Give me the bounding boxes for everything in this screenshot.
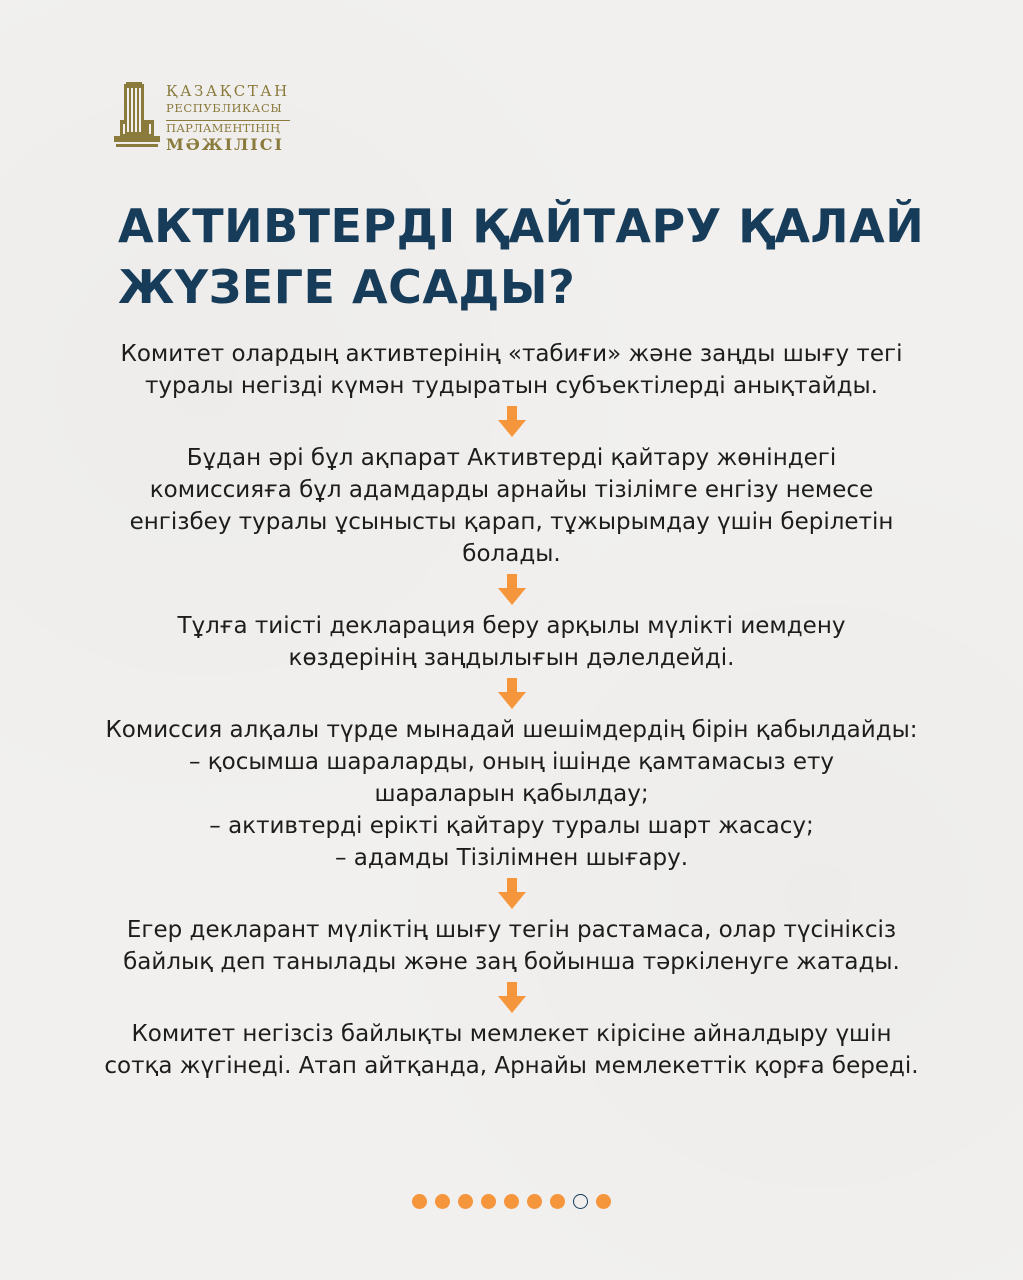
pagination-dot[interactable] <box>550 1194 565 1209</box>
pagination-dots <box>0 1194 1023 1209</box>
step-line: Комиссия алқалы түрде мынадай шешімдердің бірін қабылдайды: <box>105 717 918 743</box>
step-line: сотқа жүгінеді. Атап айтқанда, Арнайы мемлекеттік қорға береді. <box>104 1053 919 1079</box>
arrow-down-icon <box>40 402 983 442</box>
pagination-dot[interactable] <box>458 1194 473 1209</box>
step-text <box>40 442 983 570</box>
pagination-dot[interactable] <box>527 1194 542 1209</box>
process-flow <box>40 338 983 1082</box>
step-line: байлық деп танылады және заң бойынша тәркіленуге жатады. <box>123 949 900 975</box>
parliament-building-icon <box>114 80 160 154</box>
pagination-dot-active[interactable] <box>573 1194 588 1209</box>
step-text <box>40 610 983 674</box>
step-line: шараларын қабылдау; <box>374 781 649 807</box>
step-text <box>40 714 983 874</box>
step-line: Бұдан әрі бұл ақпарат Активтерді қайтару жөніндегі <box>186 445 837 471</box>
arrow-down-icon <box>40 674 983 714</box>
step-line: комиссияға бұл адамдарды арнайы тізілімге енгізу немесе <box>149 477 874 503</box>
step-line: – қосымша шараларды, оның ішінде қамтамасыз ету <box>188 749 835 775</box>
step-line: Комитет негізсіз байлықты мемлекет кірісіне айналдыру үшін <box>131 1021 892 1047</box>
logo-line: ПАРЛАМЕНТІНІҢ <box>166 120 290 135</box>
pagination-dot[interactable] <box>435 1194 450 1209</box>
arrow-down-icon <box>40 570 983 610</box>
step-line: Егер декларант мүліктің шығу тегін растамаса, олар түсініксіз <box>126 917 897 943</box>
logo-line: МӘЖІЛІСІ <box>166 135 284 154</box>
title-line: АКТИВТЕРДІ ҚАЙТАРУ ҚАЛАЙ <box>118 199 925 253</box>
step-line: Тұлға тиісті декларация беру арқылы мүлікті иемдену <box>177 613 846 639</box>
pagination-dot[interactable] <box>504 1194 519 1209</box>
step-text <box>40 338 983 402</box>
logo-text <box>166 80 290 153</box>
pagination-dot[interactable] <box>596 1194 611 1209</box>
logo-line: РЕСПУБЛИКАСЫ <box>166 101 283 115</box>
title-line: ЖҮЗЕГЕ АСАДЫ? <box>118 260 576 314</box>
arrow-down-icon <box>40 874 983 914</box>
step-line: – активтерді ерікті қайтару туралы шарт жасасу; <box>209 813 814 839</box>
step-line: енгізбеу туралы ұсынысты қарап, тұжырымдау үшін берілетін <box>129 509 894 535</box>
mazhilis-logo <box>114 80 290 154</box>
step-text <box>40 914 983 978</box>
page-title <box>118 196 998 318</box>
step-line: туралы негізді күмән тудыратын субъектілерді анықтайды. <box>145 373 878 399</box>
arrow-down-icon <box>40 978 983 1018</box>
step-line: Комитет олардың активтерінің «табиғи» және заңды шығу тегі <box>120 341 903 367</box>
step-line: – адамды Тізілімнен шығару. <box>334 845 689 871</box>
step-line: көздерінің заңдылығын дәлелдейді. <box>288 645 735 671</box>
logo-line: ҚАЗАҚСТАН <box>166 82 290 100</box>
step-text <box>40 1018 983 1082</box>
step-line: болады. <box>462 541 561 567</box>
pagination-dot[interactable] <box>412 1194 427 1209</box>
pagination-dot[interactable] <box>481 1194 496 1209</box>
